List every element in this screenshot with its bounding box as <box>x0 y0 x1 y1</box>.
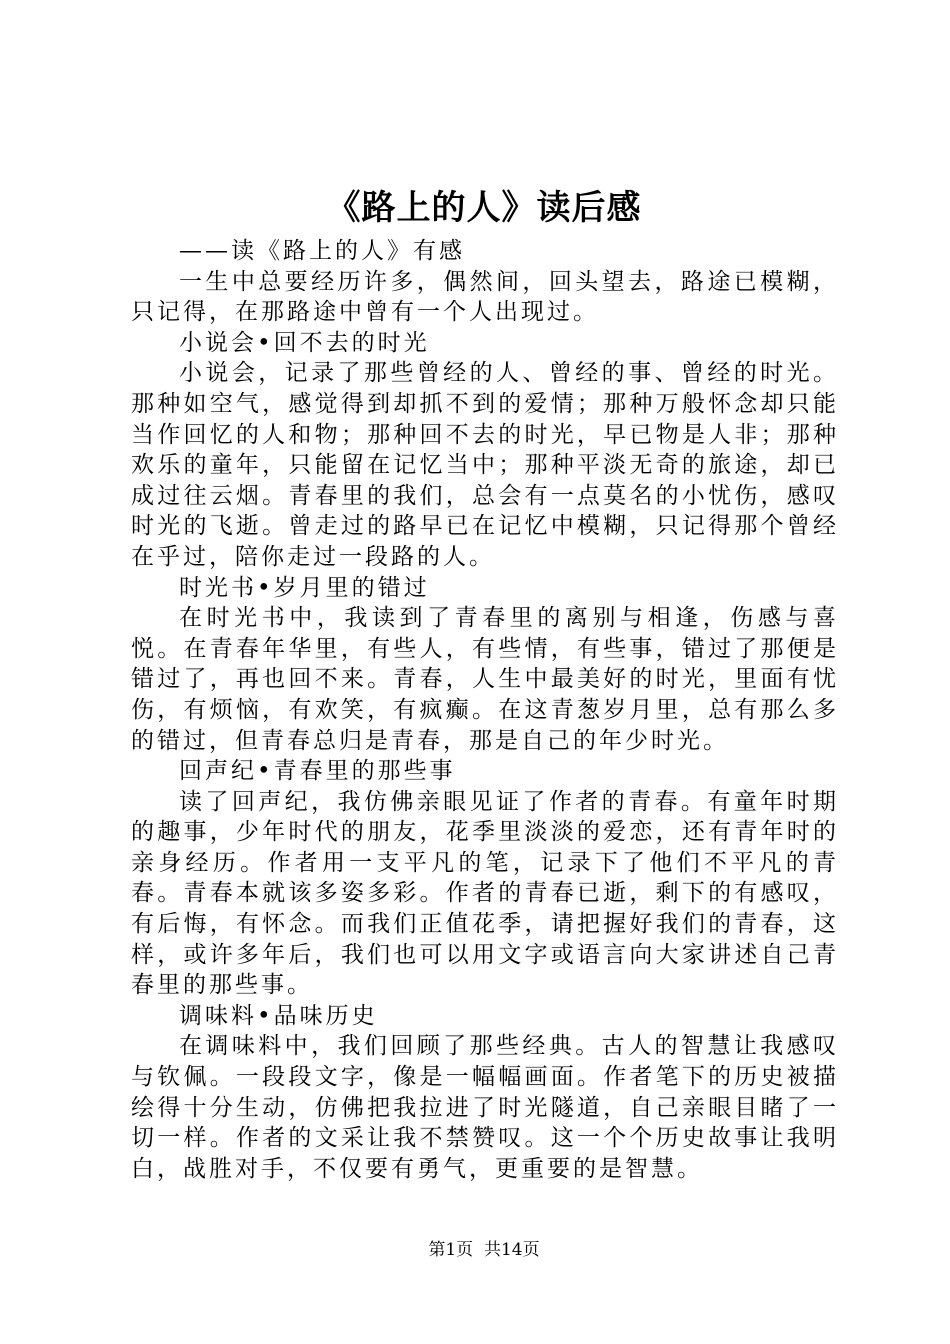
document-subtitle: ——读《路上的人》有感 <box>179 238 465 264</box>
section-heading: 回声纪•青春里的那些事 <box>179 758 456 785</box>
page-number-label: 第1页 共14页 <box>428 1240 540 1260</box>
document-body <box>131 236 839 1184</box>
section-heading: 调味料•品味历史 <box>179 1002 378 1029</box>
section-paragraph: 在时光书中，我读到了青春里的离别与相逢，伤感与喜悦。在青春年华里，有些人，有些情，有些事，错过了那便是错过了，再也回不来。青春，人生中最美好的时光，里面有忧伤，有烦恼，有欢笑，有疯癫。在这青葱岁月里，总有那么多的错过，但青春总归是青春，那是自己的年少时光。 <box>131 605 839 754</box>
section-paragraph: 小说会，记录了那些曾经的人、曾经的事、曾经的时光。那种如空气，感觉得到却抓不到的爱情；那种万般怀念却只能当作回忆的人和物；那种回不去的时光，早已物是人非；那种欢乐的童年，只能留在记忆当中；那种平淡无奇的旅途，却已成过往云烟。青春里的我们，总会有一点莫名的小忧伤，感叹时光的飞逝。曾走过的路早已在记忆中模糊，只记得那个曾经在乎过，陪你走过一段路的人。 <box>131 360 839 570</box>
section-paragraph: 读了回声纪，我仿佛亲眼见证了作者的青春。有童年时期的趣事，少年时代的朋友，花季里淡淡的爱恋，还有青年时的亲身经历。作者用一支平凡的笔，记录下了他们不平凡的青春。青春本就该多姿多彩。作者的青春已逝，剩下的有感叹，有后悔，有怀念。而我们正值花季，请把握好我们的青春，这样，或许多年后，我们也可以用文字或语言向大家讲述自己青春里的那些事。 <box>131 788 839 999</box>
document-title: 《路上的人》读后感 <box>326 188 642 228</box>
section-heading: 时光书•岁月里的错过 <box>179 574 430 601</box>
intro-paragraph: 一生中总要经历许多，偶然间，回头望去，路途已模糊，只记得，在那路途中曾有一个人出现过。 <box>131 268 839 326</box>
section-paragraph: 在调味料中，我们回顾了那些经典。古人的智慧让我感叹与钦佩。一段段文字，像是一幅幅画面。作者笔下的历史被描绘得十分生动，仿佛把我拉进了时光隧道，自己亲眼目睹了一切一样。作者的文采让我不禁赞叹。这一个个历史故事让我明白，战胜对手，不仅要有勇气，更重要的是智慧。 <box>131 1033 839 1182</box>
section-heading: 小说会•回不去的时光 <box>179 329 430 356</box>
page-footer <box>0 1238 950 1262</box>
